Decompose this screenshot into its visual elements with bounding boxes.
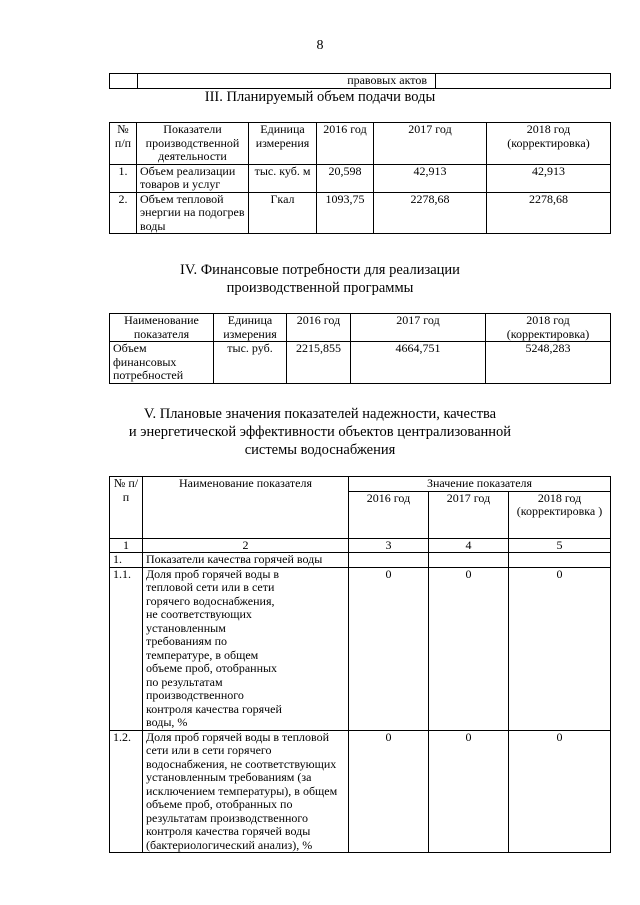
header-cell: 2017 год <box>429 491 509 538</box>
table-header-row <box>110 123 611 165</box>
section5-table <box>109 476 611 853</box>
header-cell: 2018 год (корректировка) <box>486 314 611 342</box>
group-row: 1. Показатели качества горячей воды <box>110 553 611 568</box>
page-number: 8 <box>316 38 324 53</box>
header-cell: 2016 год <box>317 123 374 165</box>
header-cell: 2016 год <box>287 314 351 342</box>
column-number-row: 1 2 3 4 5 <box>110 538 611 553</box>
header-cell: 2018 год (корректировка) <box>487 123 611 165</box>
section5-heading-line2: и энергетической эффективности объектов централизованной <box>128 424 512 440</box>
table-row: 1.2. Доля проб горячей воды в тепловой сети или в сети горячего водоснабжения, не соответствующих установленным требованиям (за исключением температуры), в общем объеме проб, отобранных по результатам производственного контроля качества горячей воды (бактериологический анализ), % 0 0 0 <box>110 730 611 853</box>
section4-table <box>109 313 611 384</box>
table-header-row <box>110 314 611 342</box>
header-cell: № п/п <box>110 123 137 165</box>
header-cell: Наименование показателя <box>110 314 214 342</box>
table-header-row <box>110 477 611 492</box>
header-cell: Значение показателя <box>349 477 611 492</box>
header-cell: 2018 год (корректировка ) <box>509 491 611 538</box>
section3-table <box>109 122 611 234</box>
section5-heading-line1: V. Плановые значения показателей надежности, качества <box>143 406 497 422</box>
previous-table-fragment <box>109 73 611 89</box>
table-row: 1.1. Доля проб горячей воды в тепловой сети или в сети горячего водоснабжения, не соответствующих установленным требованиям по температуре, в общем объеме проб, отобранных по результатам производственного контроля качества горячей воды, % 0 0 0 <box>110 567 611 730</box>
header-cell: Показатели производственной деятельности <box>137 123 249 165</box>
header-cell: 2017 год <box>374 123 487 165</box>
table-row: Объем финансовых потребностей тыс. руб. 2215,855 4664,751 5248,283 <box>110 342 611 384</box>
header-cell: № п/п <box>110 477 143 539</box>
header-cell: 2016 год <box>349 491 429 538</box>
section3-heading: III. Планируемый объем подачи воды <box>204 89 436 105</box>
section4-heading-line2: производственной программы <box>226 280 414 296</box>
header-cell: 2017 год <box>351 314 486 342</box>
table-row: 1. Объем реализации товаров и услуг тыс. куб. м 20,598 42,913 42,913 <box>110 164 611 192</box>
section4-heading-line1: IV. Финансовые потребности для реализации <box>180 262 460 278</box>
section5-heading-line3: системы водоснабжения <box>244 442 396 458</box>
header-cell: Единица измерения <box>214 314 287 342</box>
table-row: 2. Объем тепловой энергии на подогрев воды Гкал 1093,75 2278,68 2278,68 <box>110 192 611 234</box>
fragment-cell: правовых актов <box>138 74 436 89</box>
header-cell: Единица измерения <box>249 123 317 165</box>
header-cell: Наименование показателя <box>143 477 349 539</box>
